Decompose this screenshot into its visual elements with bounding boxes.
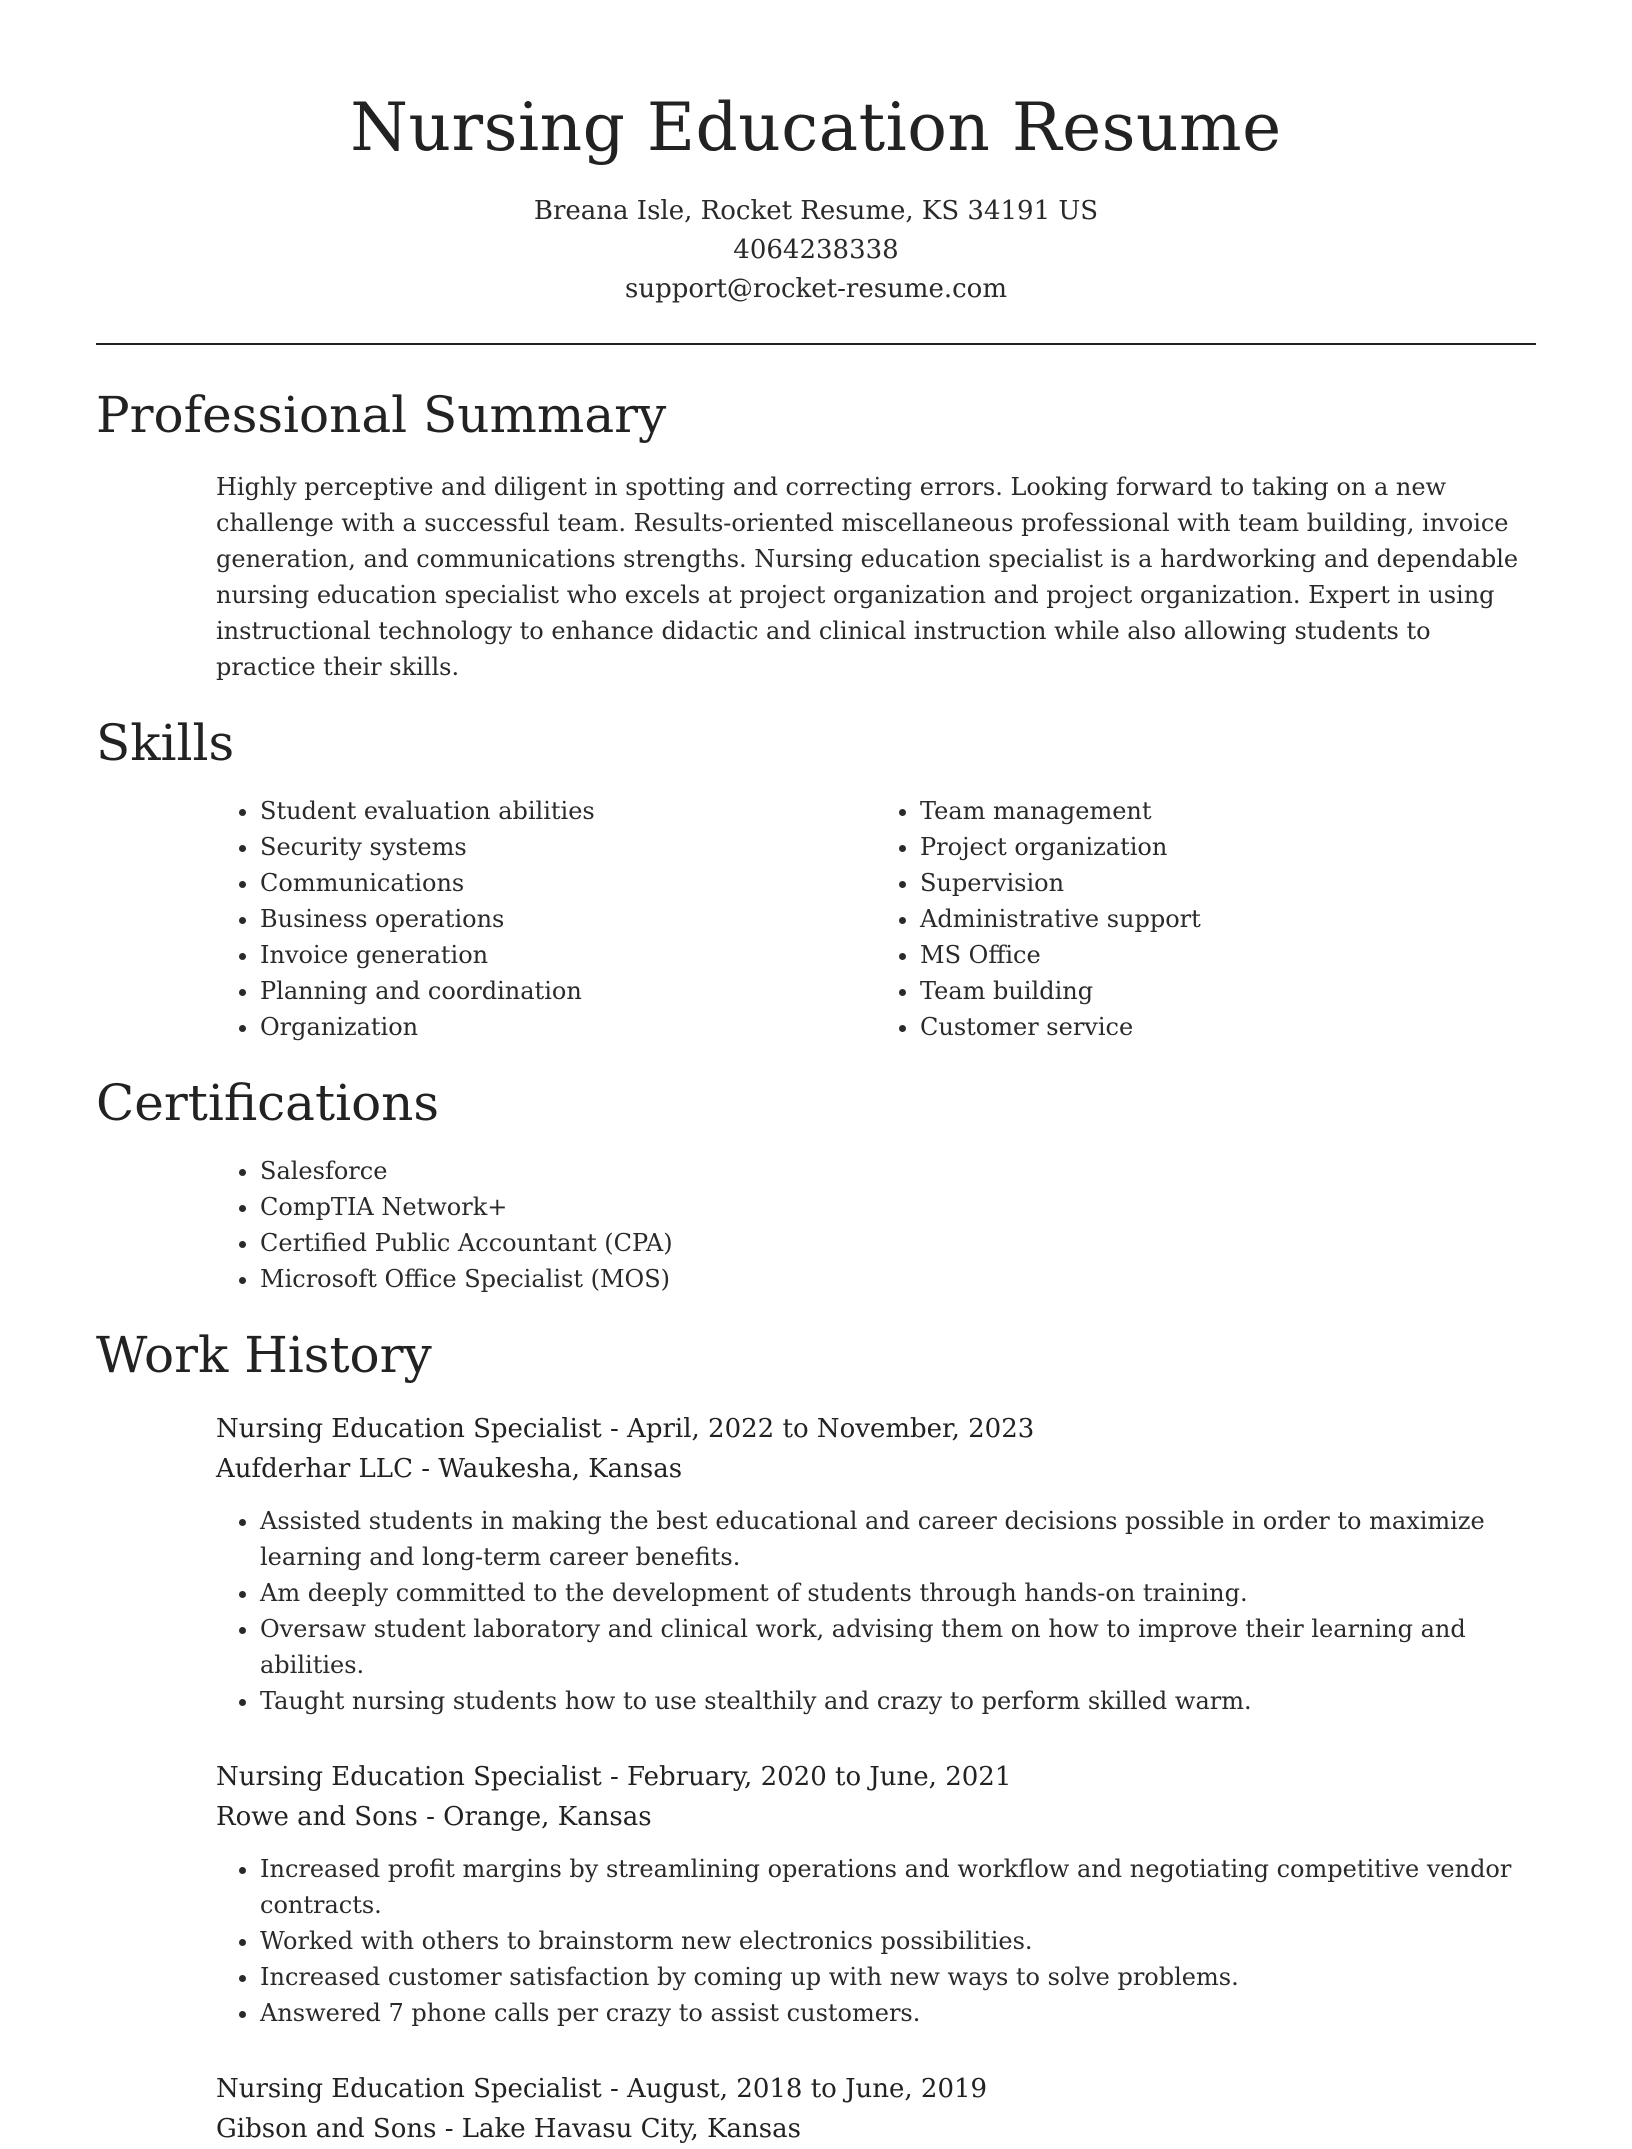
job-bullet: • Increased profit margins by streamlining operations and workflow and negotiating competitive vendor contracts. [260, 1851, 1536, 1923]
job-bullet: • Am deeply committed to the development of students through hands-on training. [260, 1575, 1536, 1611]
skills-heading: Skills [96, 714, 235, 772]
job-title-line: Nursing Education Specialist - August, 2018 to June, 2019 [216, 2074, 988, 2104]
work-history-section [96, 1323, 1536, 2149]
skill-item: • Invoice generation [260, 937, 876, 973]
skill-item: • Project organization [920, 829, 1536, 865]
skill-item: • Business operations [260, 901, 876, 937]
skill-item: • Customer service [920, 1009, 1536, 1045]
contact-block [96, 192, 1536, 309]
job-bullet: • Worked with others to brainstorm new electronics possibilities. [260, 1923, 1536, 1959]
resume-header [96, 0, 1536, 345]
skill-item: • Communications [260, 865, 876, 901]
skill-item: • Organization [260, 1009, 876, 1045]
certification-item: • Salesforce [260, 1153, 1536, 1189]
job-company-line: Rowe and Sons - Orange, Kansas [216, 1802, 652, 1832]
job-bullet: • Increased customer satisfaction by coming up with new ways to solve problems. [260, 1959, 1536, 1995]
skills-right-list [876, 793, 1536, 1045]
certification-item: • Microsoft Office Specialist (MOS) [260, 1261, 1536, 1297]
skill-item: • Supervision [920, 865, 1536, 901]
skill-item: • MS Office [920, 937, 1536, 973]
job-bullet: • Taught nursing students how to use stealthily and crazy to perform skilled warm. [260, 1683, 1536, 1719]
skill-item: • Student evaluation abilities [260, 793, 876, 829]
job-company-line: Aufderhar LLC - Waukesha, Kansas [216, 1454, 683, 1484]
document-title: Nursing Education Resume [350, 89, 1282, 166]
header-divider [96, 343, 1536, 345]
skills-section [96, 711, 1536, 1045]
certification-item: • Certified Public Accountant (CPA) [260, 1225, 1536, 1261]
job-bullet-list [216, 1851, 1536, 2031]
job-bullet: • Oversaw student laboratory and clinical work, advising them on how to improve their learning and abilities. [260, 1611, 1536, 1683]
certification-item: • CompTIA Network+ [260, 1189, 1536, 1225]
job-title-line: Nursing Education Specialist - April, 2022 to November, 2023 [216, 1414, 1035, 1444]
summary-section [96, 383, 1536, 685]
skill-item: • Team building [920, 973, 1536, 1009]
skill-item: • Team management [920, 793, 1536, 829]
skills-columns [216, 793, 1536, 1045]
work-history-heading: Work History [96, 1326, 432, 1384]
contact-address: Breana Isle, Rocket Resume, KS 34191 US [533, 196, 1099, 226]
skill-item: • Administrative support [920, 901, 1536, 937]
job-entry [216, 1757, 1536, 2031]
contact-email: support@rocket-resume.com [624, 274, 1007, 304]
job-bullet: • Assisted students in making the best educational and career decisions possible in order to maximize learning and long-term career benefits. [260, 1503, 1536, 1575]
certifications-heading: Certifications [96, 1074, 440, 1132]
job-bullet-list [216, 1503, 1536, 1719]
certifications-list [216, 1153, 1536, 1297]
job-entry [216, 1409, 1536, 1719]
skills-left-list [216, 793, 876, 1045]
summary-text: Highly perceptive and diligent in spotting and correcting errors. Looking forward to taking on a new challenge with a successful team. Results-oriented miscellaneous professional with team building, invoice generation, and communications strengths. Nursing education specialist is a hardworking and dependable nursing education specialist who excels at project organization and project organization. Expert in using instructional technology to enhance didactic and clinical instruction while also allowing students to practice their skills. [216, 473, 1519, 681]
job-title-line: Nursing Education Specialist - February, 2020 to June, 2021 [216, 1762, 1012, 1792]
skill-item: • Planning and coordination [260, 973, 876, 1009]
job-bullet: • Answered 7 phone calls per crazy to assist customers. [260, 1995, 1536, 2031]
contact-phone: 4064238338 [733, 235, 899, 265]
job-entry [216, 2069, 1536, 2149]
job-company-line: Gibson and Sons - Lake Havasu City, Kansas [216, 2114, 801, 2144]
skill-item: • Security systems [260, 829, 876, 865]
certifications-section [96, 1071, 1536, 1297]
summary-heading: Professional Summary [96, 386, 667, 444]
